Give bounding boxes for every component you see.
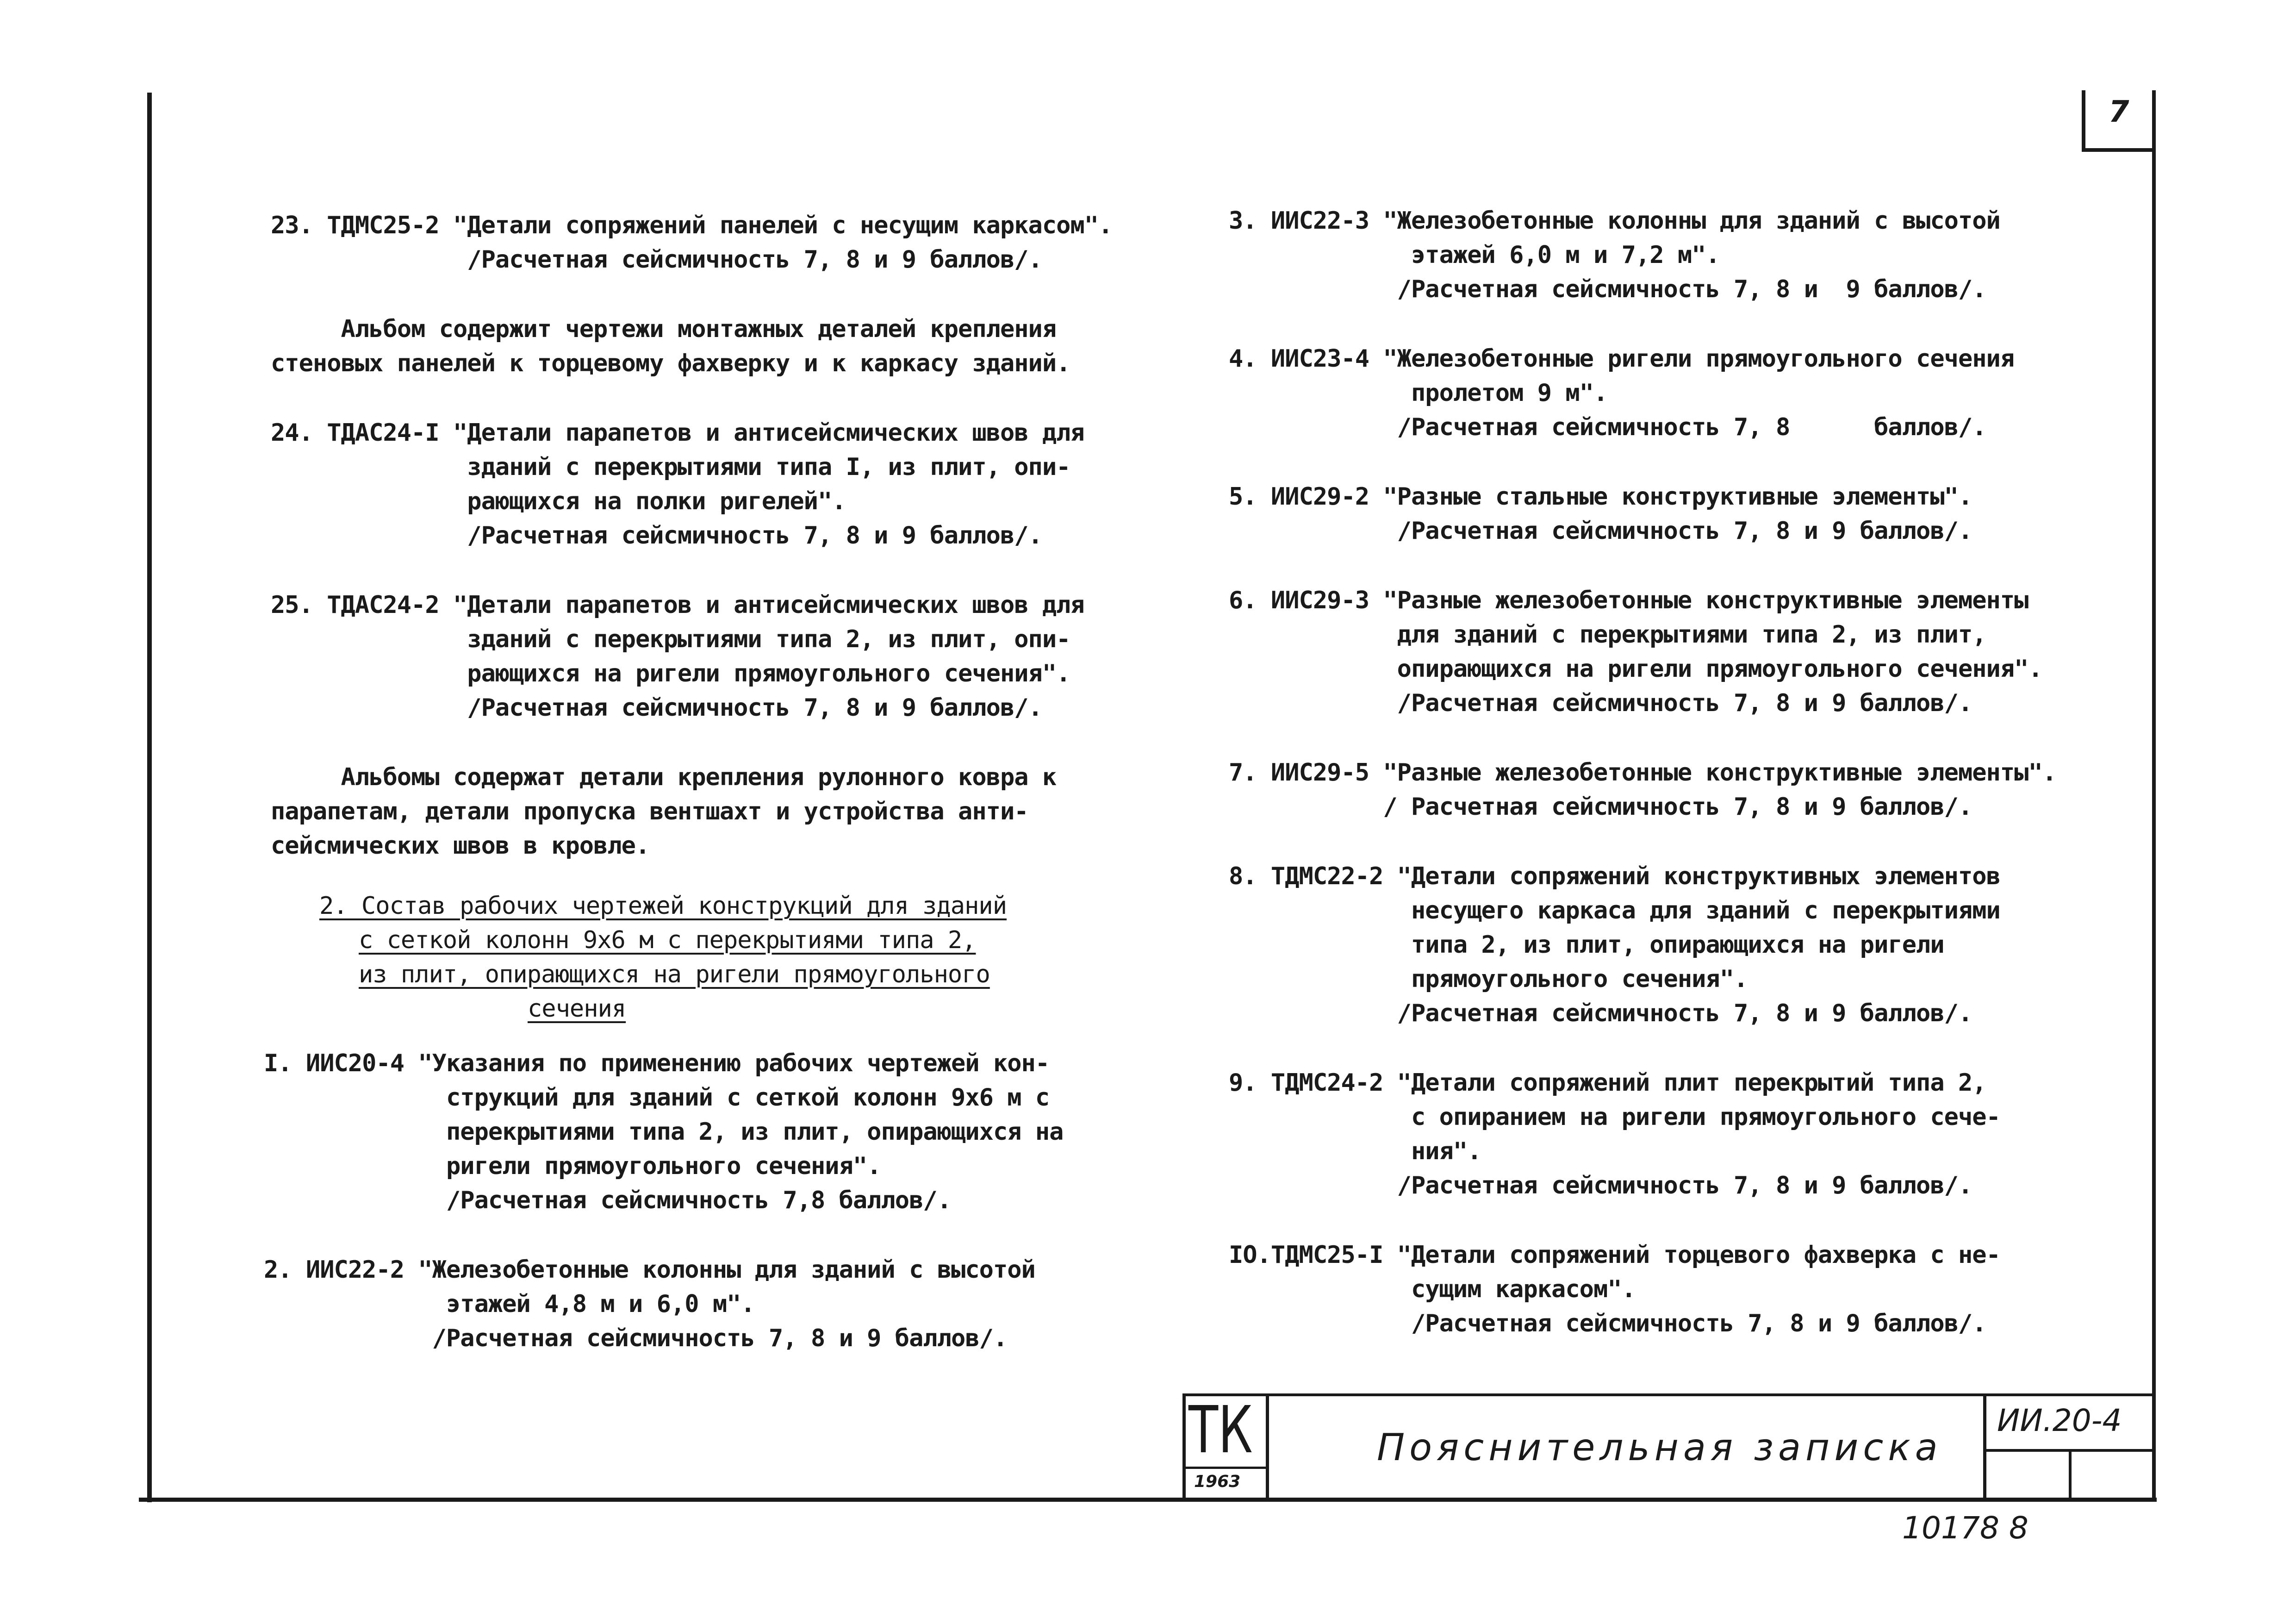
blank-line	[271, 553, 1112, 588]
text-line: зданий с перекрытиями типа I, из плит, опи-	[271, 453, 1070, 481]
text-line: из плит, опирающихся на ригели прямоугольного	[359, 961, 990, 988]
blank-line	[271, 725, 1112, 760]
text-line: 24. ТДАС24-I "Детали парапетов и антисейсмических швов для	[271, 419, 1084, 447]
title-block-top-line	[1182, 1393, 2152, 1396]
blank-line	[264, 1218, 1063, 1253]
text-line: 7. ИИС29-5 "Разные железобетонные конструктивные элементы".	[1229, 759, 2057, 787]
text-line: этажей 4,8 м и 6,0 м".	[264, 1290, 755, 1318]
text-line: ригели прямоугольного сечения".	[264, 1152, 881, 1180]
frame-right-border	[2152, 90, 2156, 1501]
blank-line	[271, 277, 1112, 312]
title-block-divider	[1182, 1393, 1186, 1500]
title-block-divider	[2069, 1449, 2072, 1500]
text-line: /Расчетная сейсмичность 7, 8 и 9 баллов/.	[1229, 1172, 1972, 1199]
text-line: с сеткой колонн 9х6 м с перекрытиями типа 2,	[359, 926, 976, 954]
blank-line	[1229, 720, 2056, 756]
blank-line	[1229, 444, 2056, 480]
text-line: перекрытиями типа 2, из плит, опирающихся на	[264, 1118, 1064, 1146]
text-line: струкций для зданий с сеткой колонн 9х6 м с	[264, 1084, 1050, 1112]
document-title: Пояснительная записка	[1377, 1426, 1942, 1469]
text-line: 25. ТДАС24-2 "Детали парапетов и антисейсмических швов для	[271, 591, 1084, 619]
text-line: 2. Состав рабочих чертежей конструкций для зданий	[319, 892, 1007, 920]
text-line: /Расчетная сейсмичность 7, 8 и 9 баллов/.	[1229, 517, 1972, 545]
blank-line	[1229, 306, 2056, 342]
text-line: зданий с перекрытиями типа 2, из плит, опи-	[271, 625, 1070, 653]
text-line: / Расчетная сейсмичность 7, 8 и 9 баллов/.	[1229, 793, 1972, 821]
inventory-number: 10178 8	[1902, 1510, 2028, 1546]
blank-line	[1229, 1203, 2056, 1238]
text-line: /Расчетная сейсмичность 7, 8 и 9 баллов/.	[271, 694, 1042, 722]
frame-left-border	[147, 93, 152, 1502]
text-line: 23. ТДМС25-2 "Детали сопряжений панелей с несущим каркасом".	[271, 212, 1113, 239]
text-line: /Расчетная сейсмичность 7, 8 и 9 баллов/.	[1229, 1310, 1986, 1337]
text-line: IO.ТДМС25-I "Детали сопряжений торцевого фахверка с не-	[1229, 1241, 2000, 1269]
blank-line	[1229, 548, 2056, 583]
text-line: рающихся на ригели прямоугольного сечения".	[271, 660, 1070, 687]
text-line: сущим каркасом".	[1229, 1275, 1636, 1303]
text-line: 9. ТДМС24-2 "Детали сопряжений плит перекрытий типа 2,	[1229, 1069, 1986, 1097]
text-line: 6. ИИС29-3 "Разные железобетонные конструктивные элементы	[1229, 587, 2028, 614]
page-number: 7	[2109, 95, 2129, 129]
blank-line	[1229, 824, 2056, 859]
text-line: /Расчетная сейсмичность 7, 8 и 9 баллов/.	[271, 522, 1042, 550]
title-block-divider	[1983, 1449, 2152, 1452]
text-line: ния".	[1229, 1137, 1481, 1165]
text-line: этажей 6,0 м и 7,2 м".	[1229, 241, 1720, 269]
text-line: стеновых панелей к торцевому фахверку и к каркасу зданий.	[271, 350, 1070, 377]
text-line: для зданий с перекрытиями типа 2, из плит,	[1229, 621, 1986, 649]
text-line: сейсмических швов в кровле.	[271, 832, 650, 860]
text-line: 2. ИИС22-2 "Железобетонные колонны для зданий с высотой	[264, 1256, 1035, 1284]
text-line: пролетом 9 м".	[1229, 379, 1608, 407]
left-column-upper	[271, 208, 1112, 863]
text-line: 8. ТДМС22-2 "Детали сопряжений конструктивных элементов	[1229, 862, 2000, 890]
text-line: несущего каркаса для зданий с перекрытиями	[1229, 897, 2000, 924]
title-block-divider	[1266, 1393, 1269, 1500]
org-year: 1963	[1194, 1472, 1241, 1491]
frame-bottom-border	[139, 1498, 2157, 1502]
text-line: прямоугольного сечения".	[1229, 965, 1748, 993]
text-line: /Расчетная сейсмичность 7,8 баллов/.	[264, 1187, 952, 1214]
text-line: /Расчетная сейсмичность 7, 8 и 9 баллов/.	[1229, 275, 1986, 303]
text-line: /Расчетная сейсмичность 7, 8 и 9 баллов/.	[271, 246, 1042, 274]
page-number-box	[2082, 90, 2156, 152]
text-line: парапетам, детали пропуска вентшахт и устройства анти-	[271, 798, 1028, 825]
text-line: 3. ИИС22-3 "Железобетонные колонны для зданий с высотой	[1229, 207, 2000, 235]
text-line: рающихся на полки ригелей".	[271, 487, 846, 515]
title-block-divider	[1983, 1393, 1986, 1500]
blank-line	[271, 381, 1112, 416]
text-line: 5. ИИС29-2 "Разные стальные конструктивные элементы".	[1229, 483, 1972, 511]
text-line: Альбом содержит чертежи монтажных деталей крепления	[271, 315, 1057, 343]
right-column	[1229, 204, 2056, 1341]
text-line: /Расчетная сейсмичность 7, 8 и 9 баллов/.	[1229, 689, 1972, 717]
blank-line	[1229, 1031, 2056, 1066]
section-heading	[319, 889, 1007, 1026]
text-line: сечения	[528, 995, 626, 1023]
text-line: опирающихся на ригели прямоугольного сечения".	[1229, 655, 2042, 683]
text-line: типа 2, из плит, опирающихся на ригели	[1229, 931, 1944, 959]
text-line: I. ИИС20-4 "Указания по применению рабочих чертежей кон-	[264, 1049, 1050, 1077]
text-line: /Расчетная сейсмичность 7, 8 и 9 баллов/.	[264, 1324, 1008, 1352]
text-line: Альбомы содержат детали крепления рулонного ковра к	[271, 763, 1057, 791]
text-line: 4. ИИС23-4 "Железобетонные ригели прямоугольного сечения	[1229, 345, 2015, 373]
left-column-lower	[264, 1046, 1063, 1355]
document-code: ИИ.20-4	[1997, 1403, 2122, 1438]
org-mark: ТК	[1188, 1393, 1253, 1468]
text-line: с опиранием на ригели прямоугольного сече-	[1229, 1103, 2000, 1131]
text-line: /Расчетная сейсмичность 7, 8 баллов/.	[1229, 413, 1986, 441]
text-line: /Расчетная сейсмичность 7, 8 и 9 баллов/.	[1229, 999, 1972, 1027]
